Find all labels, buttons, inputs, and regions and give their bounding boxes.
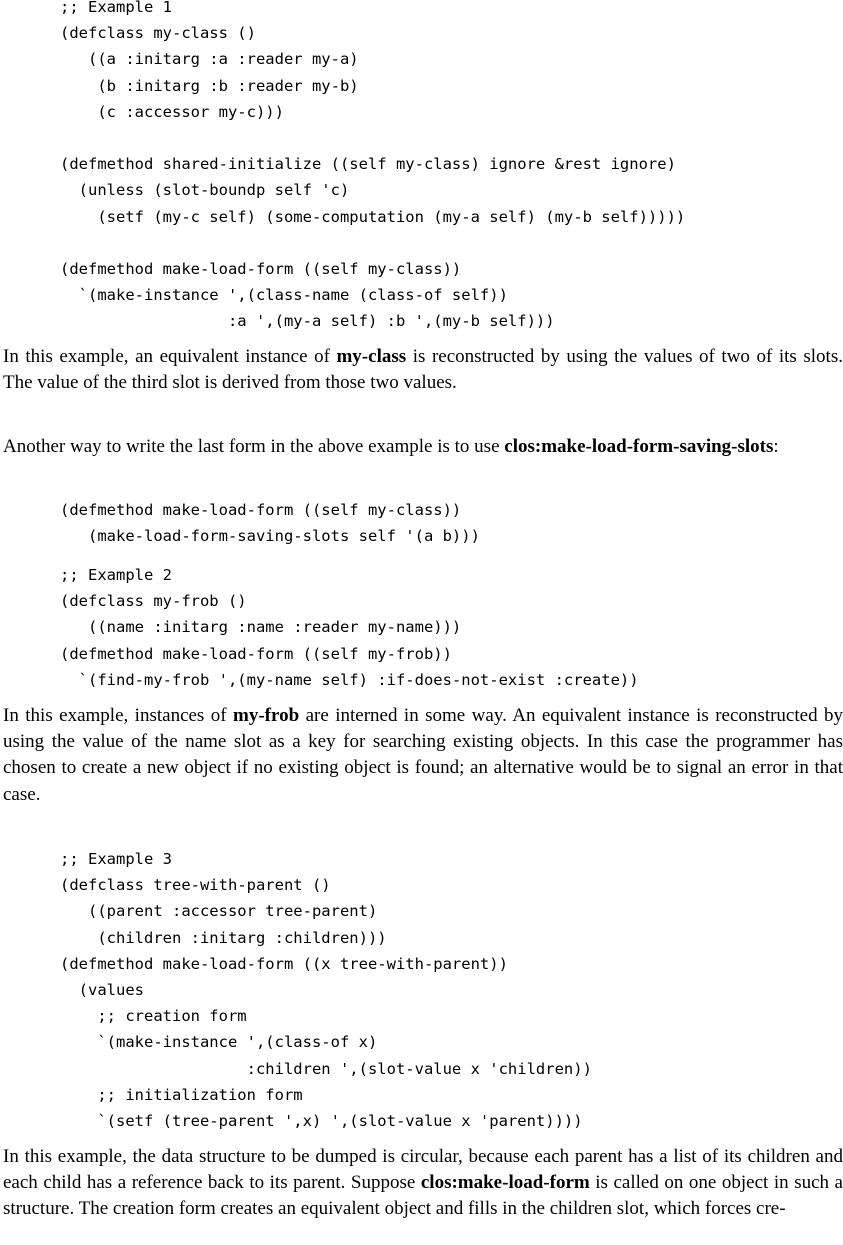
paragraph-text: are interned in some way. An equivalent instance is reconstructed by using the value of the name slot as a key for searching existing objects. In this case the programmer has chosen to create a new object if no existing object is found; an alternative would be to signal an error in that case. (3, 705, 843, 805)
code-line: ;; initialization form (60, 1085, 303, 1104)
code-line: (values (60, 981, 144, 1000)
code-line: (defclass my-frob () (60, 592, 247, 611)
paragraph-saving-slots (3, 434, 843, 460)
term-my-frob: my-frob (233, 705, 300, 726)
code-line: (defmethod shared-initialize ((self my-class) ignore &rest ignore) (60, 155, 676, 174)
code-line: `(find-my-frob ',(my-name self) :if-does-not-exist :create)) (60, 670, 639, 689)
paragraph-text: Another way to write the last form in the above example is to use (3, 436, 505, 457)
code-line: ;; Example 3 (60, 850, 172, 868)
code-line: :children ',(slot-value x 'children)) (60, 1059, 592, 1078)
code-line: (unless (slot-boundp self 'c) (60, 181, 350, 200)
code-example-2 (60, 562, 639, 693)
code-line: (defmethod make-load-form ((self my-class)) (60, 501, 462, 519)
code-line: (defmethod make-load-form ((self my-frob)) (60, 644, 452, 663)
code-line: `(setf (tree-parent ',x) ',(slot-value x 'parent)))) (60, 1112, 583, 1131)
code-line: ;; Example 2 (60, 566, 172, 584)
code-line: (c :accessor my-c))) (60, 102, 284, 121)
code-line: ((name :initarg :name :reader my-name))) (60, 618, 462, 637)
code-line: (b :initarg :b :reader my-b) (60, 76, 359, 95)
code-line: :a ',(my-a self) :b ',(my-b self))) (60, 312, 555, 331)
paragraph-text: In this example, an equivalent instance of (3, 346, 337, 367)
code-line: `(make-instance ',(class-of x) (60, 1033, 378, 1052)
paragraph-text: : (773, 436, 779, 457)
code-line: ;; Example 1 (60, 0, 172, 16)
term-my-class: my-class (336, 346, 407, 367)
code-line: ((a :initarg :a :reader my-a) (60, 50, 359, 69)
code-example-3 (60, 846, 592, 1134)
paragraph-circular-structure (3, 1144, 843, 1223)
code-line: (children :initarg :children))) (60, 928, 387, 947)
code-saving-slots (60, 497, 480, 549)
code-line: `(make-instance ',(class-name (class-of self)) (60, 286, 508, 305)
paragraph-text: In this example, instances of (3, 705, 234, 726)
code-line: (make-load-form-saving-slots self '(a b))) (60, 527, 480, 546)
paragraph-text: is reconstructed by using the values of two of its slots. The value of the third slot is derived from those two values. (3, 346, 843, 394)
code-line: (defmethod make-load-form ((x tree-with-parent)) (60, 954, 508, 973)
code-line: (setf (my-c self) (some-computation (my-a self) (my-b self))))) (60, 207, 686, 226)
paragraph-my-frob (3, 703, 843, 808)
paragraph-text: In this example, the data structure to be dumped is circular, because each parent has a list of its children and each child has a reference back to its parent. Suppose (3, 1146, 843, 1194)
code-line: (defclass my-class () (60, 24, 256, 43)
code-line: ((parent :accessor tree-parent) (60, 902, 378, 921)
code-line: ;; creation form (60, 1007, 247, 1026)
code-line: (defmethod make-load-form ((self my-class)) (60, 260, 462, 279)
code-example-1 (60, 0, 685, 335)
paragraph-my-class (3, 344, 843, 396)
term-make-load-form: clos:make-load-form (420, 1172, 590, 1194)
term-make-load-form-saving-slots: clos:make-load-form-saving-slots (504, 436, 774, 457)
paragraph-text: is called on one object in such a structure. The creation form creates an equivalent object and fills in the children slot, which forces cre- (3, 1172, 843, 1220)
code-line: (defclass tree-with-parent () (60, 876, 331, 895)
